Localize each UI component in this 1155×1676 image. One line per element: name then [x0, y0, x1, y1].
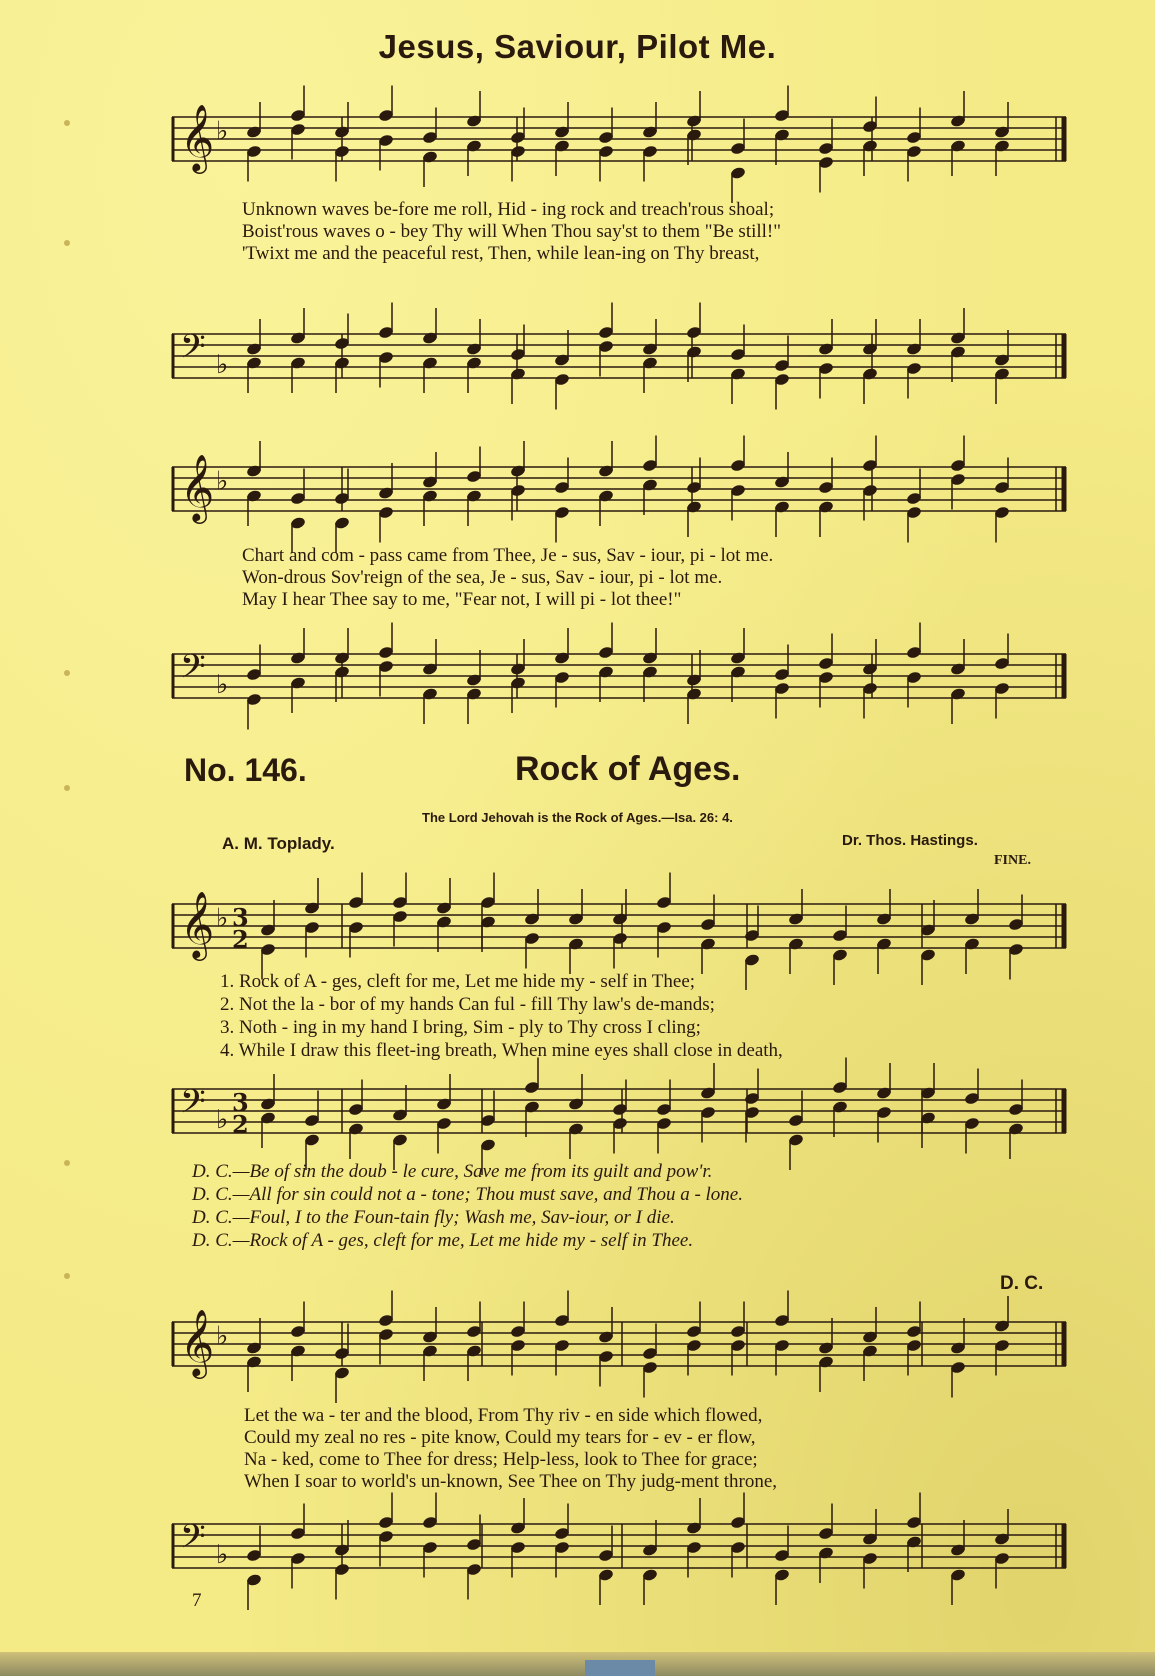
dc-line: D. C.—Rock of A - ges, cleft for me, Let me hide my - self in Thee. [192, 1230, 694, 1251]
scripture-reference: The Lord Jehovah is the Rock of Ages.—Isa. 26: 4. [422, 810, 733, 825]
page-number: 7 [192, 1590, 202, 1611]
key-signature-flat: ♭ [216, 903, 229, 934]
verse-line: 1. Rock of A - ges, cleft for me, Let me hide my - self in Thee; [220, 971, 696, 992]
composer-credit: Dr. Thos. Hastings. [842, 832, 978, 849]
binding-hole [64, 1160, 70, 1166]
lyric-line: Could my zeal no res - pite know, Could my tears for - ev - er flow, [244, 1427, 756, 1448]
key-signature-flat: ♭ [216, 466, 229, 497]
binding-hole [64, 670, 70, 676]
bookmark-tab [585, 1660, 655, 1676]
time-signature: 2 [232, 1110, 249, 1139]
page-bottom-edge [0, 1652, 1155, 1676]
key-signature-flat: ♭ [216, 670, 229, 700]
lyric-line: Boist'rous waves o - bey Thy will When Thou say'st to them "Be still!" [242, 221, 782, 242]
hymn-title-top: Jesus, Saviour, Pilot Me. [378, 28, 777, 65]
verse-line: 4. While I draw this fleet-ing breath, When mine eyes shall close in death, [220, 1040, 783, 1061]
fine-marking: FINE. [994, 853, 1031, 868]
bass-staff [172, 632, 1074, 720]
treble-clef: 𝄞 [180, 1308, 215, 1376]
bass-clef: 𝄢 [180, 648, 206, 694]
verse-line: 2. Not the la - bor of my hands Can ful - fill Thy law's de-mands; [220, 994, 715, 1015]
lyric-line: Won-drous Sov'reign of the sea, Je - sus, Sav - iour, pi - lot me. [242, 567, 723, 588]
binding-hole [64, 785, 70, 791]
time-signature: 3 [232, 1088, 249, 1117]
treble-clef: 𝄞 [180, 103, 215, 171]
lyric-line: 'Twixt me and the peaceful rest, Then, while lean-ing on Thy breast, [242, 243, 760, 264]
bass-clef: 𝄢 [180, 1518, 206, 1564]
binding-hole [64, 120, 70, 126]
lyric-line: When I soar to world's un-known, See Thee on Thy judg-ment throne, [244, 1471, 778, 1492]
key-signature-flat: ♭ [216, 350, 229, 380]
dc-line: D. C.—Be of sin the doub - le cure, Save me from its guilt and pow'r. [192, 1161, 713, 1182]
hymn-title: Rock of Ages. [515, 750, 741, 788]
hymn-number: No. 146. [184, 752, 307, 788]
dc-line: D. C.—Foul, I to the Foun-tain fly; Wash me, Sav-iour, or I die. [192, 1207, 675, 1228]
key-signature-flat: ♭ [216, 1321, 229, 1352]
lyric-line: Chart and com - pass came from Thee, Je - sus, Sav - iour, pi - lot me. [242, 545, 774, 566]
bass-staff [172, 312, 1074, 400]
key-signature-flat: ♭ [216, 116, 229, 147]
time-signature: 3 [232, 903, 249, 932]
treble-staff [172, 95, 1074, 183]
lyric-line: Let the wa - ter and the blood, From Thy riv - en side which flowed, [244, 1405, 763, 1426]
verse-line: 3. Noth - ing in my hand I bring, Sim - ply to Thy cross I cling; [220, 1017, 701, 1038]
bass-clef: 𝄢 [180, 1083, 206, 1129]
binding-hole [64, 240, 70, 246]
time-signature: 2 [232, 925, 249, 954]
key-signature-flat: ♭ [216, 1540, 229, 1570]
bass-staff [172, 1067, 1074, 1155]
lyric-line: May I hear Thee say to me, "Fear not, I will pi - lot thee!" [242, 589, 682, 610]
treble-staff [172, 882, 1074, 970]
treble-clef: 𝄞 [180, 453, 215, 521]
binding-hole [64, 1273, 70, 1279]
dc-marking: D. C. [1000, 1273, 1044, 1294]
author-credit: A. M. Toplady. [222, 834, 335, 853]
lyric-line: Na - ked, come to Thee for dress; Help-less, look to Thee for grace; [244, 1449, 758, 1470]
bass-staff [172, 1502, 1074, 1590]
treble-staff [172, 445, 1074, 533]
treble-staff [172, 1300, 1074, 1388]
bass-clef: 𝄢 [180, 328, 206, 374]
treble-clef: 𝄞 [180, 890, 215, 958]
key-signature-flat: ♭ [216, 1105, 229, 1135]
dc-line: D. C.—All for sin could not a - tone; Thou must save, and Thou a - lone. [192, 1184, 743, 1205]
lyric-line: Unknown waves be-fore me roll, Hid - ing rock and treach'rous shoal; [242, 199, 775, 220]
